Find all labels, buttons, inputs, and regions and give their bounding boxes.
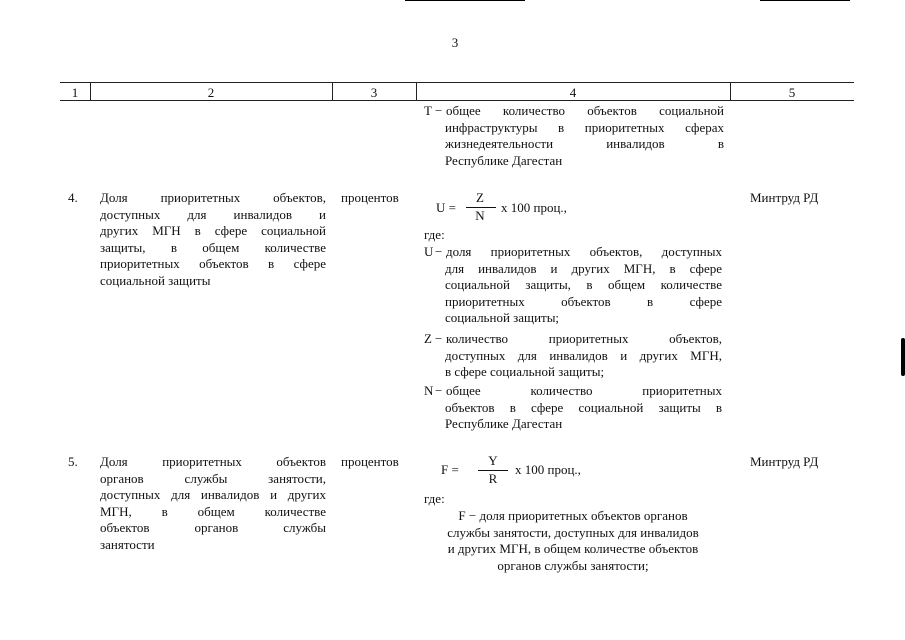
t-line-4: Республике Дагестан — [445, 152, 563, 168]
row4-definition-u: U − доля приоритетных объектов, доступных для инвалидов и других МГН, в сфере социальной защиты, в общем количестве приоритетных объектов в сфере социальной защиты; — [424, 244, 722, 325]
header-col-3: 3 — [370, 85, 378, 100]
scan-edge-mark-right — [901, 338, 905, 376]
row5-unit: процентов — [341, 454, 399, 469]
row4-name-line-3: других МГН в сфере социальной — [100, 223, 326, 238]
row5-formula-denominator: R — [488, 471, 498, 486]
row4-name-line-1: Доля приоритетных объектов, — [100, 190, 326, 205]
u-letter: U — [424, 244, 434, 259]
row4-name-line-2: доступных для инвалидов и — [100, 206, 326, 222]
row5-name-line-2: органов службы занятости, — [100, 470, 326, 486]
z-letter: Z — [424, 331, 432, 346]
row5-source: Минтруд РД — [750, 454, 819, 469]
row4-formula-numerator: Z — [476, 190, 484, 205]
row5-number: 5. — [68, 454, 78, 469]
f-line-3: и других МГН, в общем количестве объектов — [447, 541, 699, 556]
row4-number: 4. — [68, 190, 78, 205]
u-line-1: доля приоритетных объектов, доступных — [446, 244, 722, 259]
row5-name-line-5: объектов органов службы — [100, 520, 326, 535]
row4-name-line-4: защиты, в общем количестве — [100, 239, 326, 255]
row4-definition-z: Z − количество приоритетных объектов, доступных для инвалидов и других МГН, в сфере социальной защиты; — [424, 331, 722, 379]
row5-definition-f — [424, 508, 722, 574]
n-letter: N — [424, 383, 434, 398]
u-line-3: социальной защиты, в общем количестве — [445, 277, 722, 292]
row5-name — [100, 454, 326, 553]
header-col-2: 2 — [207, 85, 215, 100]
t-letter: T — [424, 103, 432, 118]
f-line-2: службы занятости, доступных для инвалидов — [447, 524, 699, 540]
t-line-2: инфраструктуры в приоритетных сферах — [445, 119, 724, 135]
row4-unit: процентов — [341, 190, 399, 205]
row4-name-line-5: приоритетных объектов в сфере — [100, 256, 326, 271]
header-col-1: 1 — [71, 85, 79, 100]
carry-definition-t: T − общее количество объектов социальной инфраструктуры в приоритетных сферах жизнедеятельности инвалидов в Республике Дагестан — [424, 103, 724, 168]
f-line-4: органов службы занятости; — [497, 557, 649, 573]
z-line-2: доступных для инвалидов и других МГН, — [445, 347, 722, 363]
row4-where: где: — [424, 227, 445, 242]
u-line-2: для инвалидов и других МГН, в сфере — [445, 260, 722, 276]
t-line-1: общее количество объектов социальной — [446, 103, 724, 118]
row4-name — [100, 190, 326, 289]
row5-formula-lhs: F = — [441, 462, 459, 477]
row4-name-line-6: социальной защиты — [100, 272, 211, 288]
row5-formula-numerator: Y — [488, 453, 498, 468]
row5-formula-rhs: x 100 проц., — [515, 462, 581, 477]
n-line-2: объектов в сфере социальной защиты в — [445, 399, 722, 415]
row5-name-line-1: Доля приоритетных объектов — [100, 454, 326, 469]
scan-edge-mark-top-right — [760, 0, 850, 1]
n-line-3: Республике Дагестан — [445, 416, 563, 431]
n-line-1: общее количество приоритетных — [446, 383, 722, 398]
table-header-top-rule — [60, 82, 854, 83]
scan-edge-mark-top — [405, 0, 525, 1]
row5-name-line-4: МГН, в общем количестве — [100, 503, 326, 519]
row5-name-line-3: доступных для инвалидов и других — [100, 487, 326, 502]
f-line-1: F − доля приоритетных объектов органов — [458, 508, 688, 523]
row4-source: Минтруд РД — [750, 190, 819, 205]
u-line-4: приоритетных объектов в сфере — [445, 293, 722, 309]
t-line-3: жизнедеятельности инвалидов в — [445, 136, 724, 151]
z-line-1: количество приоритетных объектов, — [446, 331, 722, 346]
row4-definition-n: N − общее количество приоритетных объектов в сфере социальной защиты в Республике Дагестан — [424, 383, 722, 431]
row4-formula-rhs: x 100 проц., — [501, 200, 567, 215]
header-col-4: 4 — [569, 85, 577, 100]
page-number: 3 — [451, 35, 459, 50]
u-line-5: социальной защиты; — [445, 310, 560, 325]
header-col-5: 5 — [788, 85, 796, 100]
row4-formula-denominator: N — [475, 208, 485, 223]
row5-where: где: — [424, 491, 445, 506]
row5-name-line-6: занятости — [100, 536, 155, 552]
row4-formula-lhs: U = — [436, 200, 456, 215]
z-line-3: в сфере социальной защиты; — [445, 364, 605, 379]
